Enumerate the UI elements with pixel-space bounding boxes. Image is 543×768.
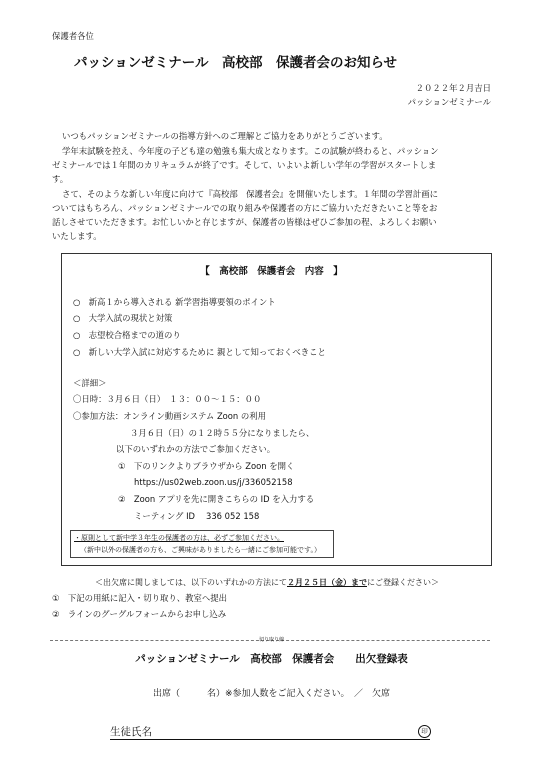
agenda-item: ○ 新高１から導入される 新学習指導要領のポイント xyxy=(73,297,276,307)
date: ２０２２年２月吉日 xyxy=(415,83,491,93)
para3-line: いたします。 xyxy=(52,231,102,241)
zoom-link[interactable]: https://us02web.zoon.us/j/336052158 xyxy=(134,477,293,487)
method-note: ３月６日（日）の１２時５５分になりましたら、 xyxy=(130,428,315,438)
reply-method: ① 下記の用紙に記入・切り取り、教室へ提出 xyxy=(52,593,228,603)
slip-title: パッションゼミナール 高校部 保護者会 出欠登録表 xyxy=(135,653,408,665)
seal-mark: 印 xyxy=(418,725,431,738)
meeting-id: ミーティング ID 336 052 158 xyxy=(134,511,260,521)
cut-label: 切り取り線 xyxy=(258,637,284,643)
para3-line: ついてはもちろん、パッションゼミナールでの取り組みや保護者の方にご協力いただきたいこと等をお xyxy=(52,203,438,213)
para2-line: ゼミナールでは１年間のカリキュラムが終了です。そして、いよいよ新しい学年の学習がスタートしま xyxy=(52,160,437,170)
agenda-item: ○ 大学入試の現状と対策 xyxy=(73,313,173,323)
note-optional: （新中以外の保護者の方も、ご興味がありましたら一緒にご参加可能です。） xyxy=(80,546,321,554)
deadline-suffix: にご登録ください＞ xyxy=(367,578,439,587)
deadline-notice xyxy=(95,577,439,588)
detail-heading: ＜詳細＞ xyxy=(73,378,107,388)
para3-line: さて、そのような新しい年度に向けて『高校部 保護者会』を開催いたします。１年間の学習計画に xyxy=(62,189,439,199)
box-heading: 【 高校部 保護者会 内容 】 xyxy=(200,266,343,277)
note-required: ・原則として新中学３年生の保護者の方は、必ずご参加ください。 xyxy=(74,534,284,542)
method-note: 以下のいずれかの方法でご参加ください。 xyxy=(116,444,276,454)
reply-method: ② ラインのグーグルフォームからお申し込み xyxy=(52,609,227,619)
agenda-item: ○ 志望校合格までの道のり xyxy=(73,330,181,340)
deadline-date: ２月２５日（金）まで xyxy=(287,578,367,587)
para2-line: す。 xyxy=(52,174,69,184)
event-method: 〇参加方法：オンライン動画システム Zoon の利用 xyxy=(73,411,267,421)
attendance-line[interactable]: 出席（ 名）※参加人数をご記入ください。 ／ 欠席 xyxy=(152,689,391,699)
option-browser: ① 下のリンクよりブラウザから Zoon を開く xyxy=(118,461,295,471)
recipient: 保護者各位 xyxy=(52,31,94,41)
sender: パッションゼミナール xyxy=(407,97,491,107)
event-datetime: 〇日時：３月６日（日） １３：００〜１５：００ xyxy=(73,394,262,404)
para1-line: いつもパッションゼミナールの指導方針へのご理解とご協力をありがとうございます。 xyxy=(62,131,388,141)
agenda-item: ○ 新しい大学入試に対応するために 親として知っておくべきこと xyxy=(73,347,326,357)
deadline-prefix: ＜出欠席に関しましては、以下のいずれかの方法にて xyxy=(95,578,287,587)
page-title: パッションゼミナール 高校部 保護者会のお知らせ xyxy=(74,55,398,71)
option-app: ② Zoon アプリを先に開きこちらの ID を入力する xyxy=(118,494,315,504)
student-name-field[interactable] xyxy=(110,724,430,740)
para3-line: 話しさせていただきます。お忙しいかと存じますが、保護者の皆様はぜひご参加の程、よろしくお願い xyxy=(52,217,437,227)
student-name-label: 生徒氏名 xyxy=(110,726,152,738)
para2-line: 学年末試験を控え、今年度の子ども達の勉強も集大成となります。この試験が終わると、パッション xyxy=(62,146,439,156)
